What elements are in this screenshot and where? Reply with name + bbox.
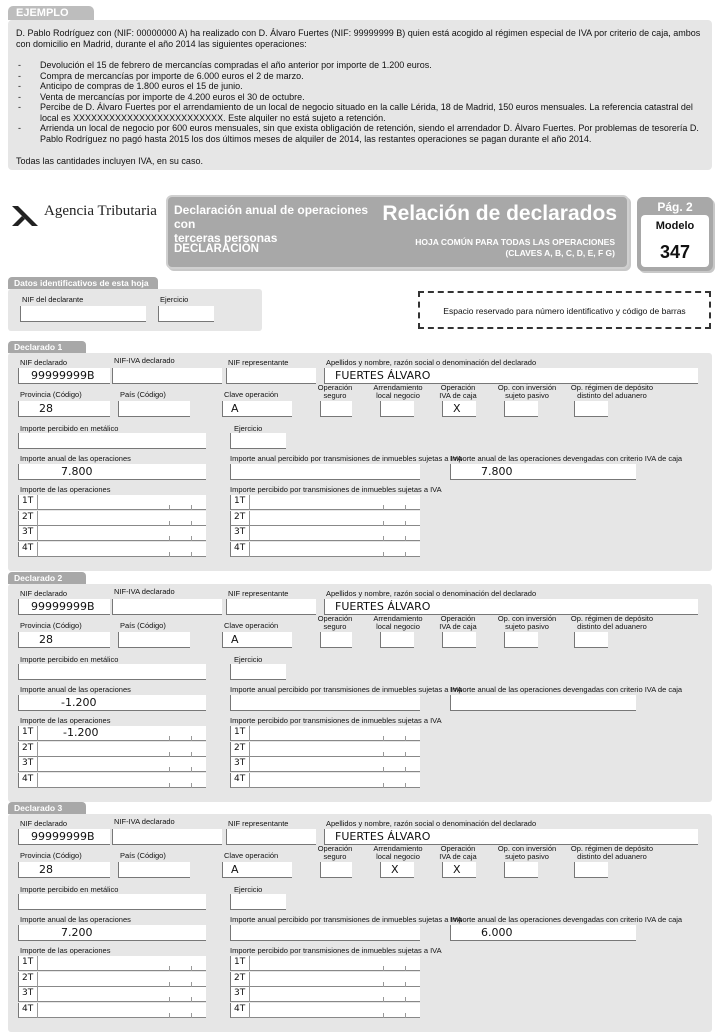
inmuebles-anual-label: Importe anual percibido por transmisiones de inmuebles sujetas a IVA [230, 685, 463, 694]
operacion-seguro-label: Operación seguro [317, 383, 353, 400]
iva-caja-field-value: X [453, 863, 461, 876]
datos-box [8, 289, 262, 331]
quarter-label: 2T [22, 511, 34, 522]
quarter-tick [405, 521, 406, 526]
ejercicio-field[interactable] [158, 306, 214, 322]
importe-operaciones-label: Importe de las operaciones [20, 716, 111, 725]
quarter-label: 4T [22, 542, 34, 553]
quarter-separator [37, 956, 38, 971]
operacion-seguro-field[interactable] [320, 632, 352, 648]
quarter-tick [191, 752, 192, 757]
quarter-separator [249, 742, 250, 757]
iva-caja-field-value: X [453, 402, 461, 415]
quarter-separator [249, 987, 250, 1002]
nombre-field[interactable] [324, 368, 698, 384]
example-item: - Compra de mercancías por importe de 6.000 euros el 2 de marzo. [16, 71, 704, 82]
declaracion-label: DECLARACIÓN [174, 243, 259, 255]
example-item: - Anticipo de compras de 1.800 euros el 15 de junio. [16, 81, 704, 92]
quarter-label: 2T [234, 511, 246, 522]
nif-representante-field[interactable] [226, 599, 316, 615]
page-number: Pág. 2 [657, 200, 693, 214]
quarter-tick [383, 1013, 384, 1018]
operacion-seguro-field[interactable] [320, 862, 352, 878]
deposito-label: Op. régimen de depósito distinto del aduanero [570, 383, 654, 400]
arrendamiento-field[interactable] [380, 401, 414, 417]
quarter-1-inmuebles-field[interactable] [230, 956, 420, 971]
quarter-separator [37, 511, 38, 526]
operacion-seguro-field[interactable] [320, 401, 352, 417]
clave-operacion-field-value: A [231, 633, 239, 646]
quarter-separator [249, 542, 250, 557]
quarter-tick [383, 505, 384, 510]
nif-iva-label: NIF-IVA declarado [114, 817, 175, 826]
clave-operacion-label: Clave operación [224, 390, 279, 399]
ejercicio-label: Ejercicio [234, 424, 263, 433]
quarter-separator [37, 742, 38, 757]
quarter-tick [405, 736, 406, 741]
provincia-field[interactable] [18, 862, 110, 878]
importe-anual-field[interactable] [18, 464, 206, 480]
quarter-1-operaciones-field[interactable] [18, 956, 206, 971]
quarter-tick [169, 752, 170, 757]
quarter-tick [169, 505, 170, 510]
nif-representante-label: NIF representante [228, 589, 289, 598]
nif-representante-label: NIF representante [228, 819, 289, 828]
quarter-4-inmuebles-field[interactable] [230, 542, 420, 557]
quarter-tick [191, 552, 192, 557]
arrendamiento-field[interactable] [380, 862, 414, 878]
importe-anual-field-value: -1.200 [61, 696, 97, 709]
quarter-3-inmuebles-field[interactable] [230, 987, 420, 1002]
iva-caja-field[interactable] [442, 401, 476, 417]
importe-anual-field[interactable] [18, 925, 206, 941]
quarter-tick [191, 736, 192, 741]
quarter-separator [37, 773, 38, 788]
nif-declarado-field-value: 99999999B [31, 369, 95, 382]
clave-operacion-field[interactable] [222, 401, 292, 417]
quarter-tick [405, 767, 406, 772]
nif-representante-field[interactable] [226, 829, 316, 845]
quarter-tick [405, 536, 406, 541]
quarter-tick [191, 783, 192, 788]
iva-caja-label: Operación IVA de caja [439, 614, 477, 631]
iva-caja-label: Operación IVA de caja [439, 383, 477, 400]
devengadas-field-value: 6.000 [481, 926, 513, 939]
importe-anual-label: Importe anual de las operaciones [20, 685, 131, 694]
quarter-4-operaciones-field[interactable] [18, 1003, 206, 1018]
pais-field[interactable] [118, 862, 190, 878]
devengadas-field[interactable] [450, 464, 636, 480]
quarter-separator [37, 726, 38, 741]
example-item: - Devolución el 15 de febrero de mercancías compradas el año anterior por importe de 1.200 euros. [16, 60, 704, 71]
nombre-field-value: FUERTES ÁLVARO [335, 369, 431, 382]
clave-operacion-field-value: A [231, 402, 239, 415]
quarter-tick [169, 1013, 170, 1018]
quarter-label: 1T [22, 496, 34, 506]
nif-declarado-label: NIF declarado [20, 358, 68, 367]
quarter-tick [191, 767, 192, 772]
ejercicio-label: Ejercicio [160, 295, 189, 304]
importe-anual-field-value: 7.200 [61, 926, 93, 939]
arrendamiento-field-value: X [391, 863, 399, 876]
form-title: Declaración anual de operaciones con terceras personas [174, 203, 369, 245]
nif-representante-label: NIF representante [228, 358, 289, 367]
quarter-3-inmuebles-field[interactable] [230, 757, 420, 772]
nif-declarante-field[interactable] [20, 306, 146, 322]
quarter-3-operaciones-field[interactable] [18, 987, 206, 1002]
nif-iva-field[interactable] [112, 829, 222, 845]
nif-iva-label: NIF-IVA declarado [114, 356, 175, 365]
quarter-separator [249, 495, 250, 510]
nombre-field-value: FUERTES ÁLVARO [335, 830, 431, 843]
quarter-4-operaciones-field[interactable] [18, 542, 206, 557]
operacion-seguro-label: Operación seguro [317, 614, 353, 631]
importe-anual-label: Importe anual de las operaciones [20, 454, 131, 463]
barcode-area: Espacio reservado para número identificativo y código de barras [418, 291, 711, 329]
apellidos-label: Apellidos y nombre, razón social o denominación del declarado [326, 819, 537, 828]
iva-caja-field[interactable] [442, 862, 476, 878]
nombre-field[interactable] [324, 829, 698, 845]
quarter-3-inmuebles-field[interactable] [230, 526, 420, 541]
quarter-2-operaciones-field[interactable] [18, 742, 206, 757]
pais-field[interactable] [118, 401, 190, 417]
quarter-tick [405, 783, 406, 788]
nif-iva-label: NIF-IVA declarado [114, 587, 175, 596]
importe-inmuebles-label: Importe percibido por transmisiones de inmuebles sujetas a IVA [230, 485, 442, 494]
declarado-box [8, 584, 712, 802]
quarter-label: 2T [234, 742, 246, 753]
importe-operaciones-label: Importe de las operaciones [20, 946, 111, 955]
operacion-seguro-label: Operación seguro [317, 844, 353, 861]
nif-declarado-field-value: 99999999B [31, 600, 95, 613]
quarter-label: 3T [234, 758, 246, 768]
quarter-tick [191, 982, 192, 987]
quarter-separator [249, 757, 250, 772]
header-banner [166, 195, 629, 269]
quarter-tick [169, 736, 170, 741]
datos-title: Datos identificativos de esta hoja [8, 277, 158, 289]
quarter-label: 3T [234, 988, 246, 998]
arrendamiento-label: Arrendamiento local negocio [373, 614, 423, 631]
provincia-field-value: 28 [39, 402, 53, 415]
deposito-field[interactable] [574, 632, 608, 648]
quarter-separator [249, 972, 250, 987]
devengadas-label: Importe anual de las operaciones devengadas con criterio IVA de caja [450, 685, 683, 694]
nif-declarado-field-value: 99999999B [31, 830, 95, 843]
quarter-separator [249, 526, 250, 541]
importe-anual-field-value: 7.800 [61, 465, 93, 478]
declarado-title: Declarado 2 [8, 572, 86, 584]
quarter-tick [405, 966, 406, 971]
quarter-tick [169, 521, 170, 526]
inversion-sujeto-pasivo-field[interactable] [504, 401, 538, 417]
quarter-tick [191, 966, 192, 971]
nif-representante-field[interactable] [226, 368, 316, 384]
nombre-field-value: FUERTES ÁLVARO [335, 600, 431, 613]
quarter-tick [405, 505, 406, 510]
importe-inmuebles-label: Importe percibido por transmisiones de inmuebles sujetas a IVA [230, 716, 442, 725]
inversion-sujeto-pasivo-field[interactable] [504, 862, 538, 878]
clave-operacion-label: Clave operación [224, 621, 279, 630]
quarter-separator [249, 726, 250, 741]
clave-operacion-field[interactable] [222, 632, 292, 648]
quarter-tick [383, 752, 384, 757]
deposito-field[interactable] [574, 401, 608, 417]
quarter-label: 4T [234, 1003, 246, 1014]
quarter-label: 2T [22, 742, 34, 753]
quarter-2-operaciones-field[interactable] [18, 511, 206, 526]
quarter-tick [191, 505, 192, 510]
quarter-tick [169, 783, 170, 788]
devengadas-field[interactable] [450, 695, 636, 711]
devengadas-field-value: 7.800 [481, 465, 513, 478]
example-box [8, 20, 712, 170]
quarter-separator [249, 511, 250, 526]
relacion-title: Relación de declarados [382, 202, 617, 225]
ejercicio-field[interactable] [230, 433, 286, 449]
quarter-tick [191, 997, 192, 1002]
quarter-2-operaciones-field[interactable] [18, 972, 206, 987]
quarter-label: 1T [234, 727, 246, 737]
page-badge [637, 197, 713, 271]
ejercicio-label: Ejercicio [234, 885, 263, 894]
inversion-sujeto-pasivo-field[interactable] [504, 632, 538, 648]
quarter-tick [169, 767, 170, 772]
metalico-field[interactable] [18, 433, 206, 449]
quarter-tick [169, 552, 170, 557]
metalico-label: Importe percibido en metálico [20, 655, 119, 664]
modelo-label: Modelo [655, 220, 695, 232]
declarado-box [8, 353, 712, 571]
modelo-number: 347 [659, 242, 691, 262]
quarter-value: -1.200 [63, 726, 99, 739]
importe-operaciones-label: Importe de las operaciones [20, 485, 111, 494]
nif-iva-field[interactable] [112, 599, 222, 615]
quarter-label: 1T [22, 727, 34, 737]
declarado-box [8, 814, 712, 1032]
metalico-label: Importe percibido en metálico [20, 424, 119, 433]
quarter-separator [37, 526, 38, 541]
quarter-separator [249, 956, 250, 971]
quarter-1-operaciones-field[interactable] [18, 495, 206, 510]
metalico-label: Importe percibido en metálico [20, 885, 119, 894]
nif-declarante-label: NIF del declarante [22, 295, 84, 304]
quarter-tick [405, 552, 406, 557]
declarado-title: Declarado 3 [8, 802, 86, 814]
provincia-field-value: 28 [39, 633, 53, 646]
quarter-tick [191, 1013, 192, 1018]
quarter-separator [249, 1003, 250, 1018]
quarter-tick [405, 1013, 406, 1018]
inmuebles-anual-label: Importe anual percibido por transmisiones de inmuebles sujetas a IVA [230, 915, 463, 924]
quarter-tick [383, 997, 384, 1002]
arrendamiento-label: Arrendamiento local negocio [373, 383, 423, 400]
quarter-label: 3T [234, 527, 246, 537]
provincia-label: Provincia (Código) [20, 621, 82, 630]
clave-operacion-label: Clave operación [224, 851, 279, 860]
quarter-label: 1T [22, 957, 34, 967]
quarter-tick [169, 997, 170, 1002]
nif-declarado-field[interactable] [18, 599, 110, 615]
quarter-4-inmuebles-field[interactable] [230, 1003, 420, 1018]
inmuebles-anual-label: Importe anual percibido por transmisiones de inmuebles sujetas a IVA [230, 454, 463, 463]
quarter-tick [383, 521, 384, 526]
quarter-label: 3T [22, 758, 34, 768]
example-intro: D. Pablo Rodríguez con (NIF: 00000000 A) ha realizado con D. Álvaro Fuertes (NIF: 99999999 B) quien está acogido al régimen especial de IVA por criterio de caja, ambos con domicilio en Madrid, durante el año 2014 las siguientes operaciones: [16, 28, 701, 49]
example-list [16, 60, 704, 144]
pais-label: País (Código) [120, 621, 166, 630]
importe-anual-field[interactable] [18, 695, 206, 711]
inversion-sujeto-pasivo-label: Op. con inversión sujeto pasivo [497, 844, 557, 861]
importe-anual-label: Importe anual de las operaciones [20, 915, 131, 924]
importe-inmuebles-label: Importe percibido por transmisiones de inmuebles sujetas a IVA [230, 946, 442, 955]
quarter-label: 2T [234, 972, 246, 983]
quarter-label: 4T [234, 773, 246, 784]
quarter-1-inmuebles-field[interactable] [230, 495, 420, 510]
pais-field[interactable] [118, 632, 190, 648]
devengadas-field[interactable] [450, 925, 636, 941]
quarter-3-operaciones-field[interactable] [18, 757, 206, 772]
nif-declarado-label: NIF declarado [20, 589, 68, 598]
metalico-field[interactable] [18, 894, 206, 910]
deposito-field[interactable] [574, 862, 608, 878]
agency-name: Agencia Tributaria [44, 203, 157, 219]
quarter-3-operaciones-field[interactable] [18, 526, 206, 541]
nif-declarado-field[interactable] [18, 368, 110, 384]
pais-label: País (Código) [120, 390, 166, 399]
quarter-label: 3T [22, 988, 34, 998]
pais-label: País (Código) [120, 851, 166, 860]
nombre-field[interactable] [324, 599, 698, 615]
quarter-tick [383, 982, 384, 987]
agencia-logo-icon [10, 204, 40, 228]
quarter-tick [169, 536, 170, 541]
example-item: - Percibe de D. Álvaro Fuertes por el arrendamiento de un local de negocio situado en la calle Lérida, 18 de Madrid, 150 euros mensuales. La referencia catastral del local es XXXXXXXXXXXXXXXXXXXXXXXXX. Este alquiler no está sujeto a retención. [16, 102, 704, 123]
quarter-tick [169, 982, 170, 987]
example-item: - Arrienda un local de negocio por 600 euros mensuales, sin que exista obligación de retención, siendo el arrendador D. Álvaro Fuertes. Por problemas de tesorería D. Pablo Rodríguez no pagó hasta 2015 los dos últimos meses de alquiler de 2014, las restantes operaciones se pagan durante el año 2014. [16, 123, 704, 144]
quarter-separator [37, 542, 38, 557]
ejercicio-field[interactable] [230, 894, 286, 910]
quarter-separator [249, 773, 250, 788]
quarter-4-operaciones-field[interactable] [18, 773, 206, 788]
quarter-1-inmuebles-field[interactable] [230, 726, 420, 741]
quarter-tick [383, 536, 384, 541]
quarter-2-inmuebles-field[interactable] [230, 742, 420, 757]
quarter-label: 3T [22, 527, 34, 537]
deposito-label: Op. régimen de depósito distinto del aduanero [570, 614, 654, 631]
inmuebles-anual-field[interactable] [230, 464, 420, 480]
devengadas-label: Importe anual de las operaciones devengadas con criterio IVA de caja [450, 454, 683, 463]
inmuebles-anual-field[interactable] [230, 695, 420, 711]
arrendamiento-label: Arrendamiento local negocio [373, 844, 423, 861]
quarter-separator [37, 1003, 38, 1018]
quarter-label: 4T [22, 773, 34, 784]
quarter-tick [405, 752, 406, 757]
provincia-field-value: 28 [39, 863, 53, 876]
iva-caja-label: Operación IVA de caja [439, 844, 477, 861]
quarter-separator [37, 987, 38, 1002]
quarter-label: 4T [22, 1003, 34, 1014]
iva-caja-field[interactable] [442, 632, 476, 648]
deposito-label: Op. régimen de depósito distinto del aduanero [570, 844, 654, 861]
devengadas-label: Importe anual de las operaciones devengadas con criterio IVA de caja [450, 915, 683, 924]
arrendamiento-field[interactable] [380, 632, 414, 648]
provincia-label: Provincia (Código) [20, 390, 82, 399]
clave-operacion-field[interactable] [222, 862, 292, 878]
quarter-tick [383, 783, 384, 788]
quarter-separator [37, 972, 38, 987]
provincia-field[interactable] [18, 401, 110, 417]
quarter-tick [191, 536, 192, 541]
inversion-sujeto-pasivo-label: Op. con inversión sujeto pasivo [497, 614, 557, 631]
nif-declarado-field[interactable] [18, 829, 110, 845]
quarter-tick [383, 736, 384, 741]
declarado-title: Declarado 1 [8, 341, 86, 353]
quarter-2-inmuebles-field[interactable] [230, 972, 420, 987]
quarter-separator [37, 495, 38, 510]
ejercicio-label: Ejercicio [234, 655, 263, 664]
quarter-tick [383, 767, 384, 772]
quarter-tick [191, 521, 192, 526]
example-title: EJEMPLO [8, 6, 94, 20]
nif-iva-field[interactable] [112, 368, 222, 384]
quarter-tick [405, 997, 406, 1002]
quarter-label: 4T [234, 542, 246, 553]
quarter-tick [169, 966, 170, 971]
apellidos-label: Apellidos y nombre, razón social o denominación del declarado [326, 358, 537, 367]
quarter-tick [383, 966, 384, 971]
apellidos-label: Apellidos y nombre, razón social o denominación del declarado [326, 589, 537, 598]
example-item: - Venta de mercancías por importe de 4.200 euros el 30 de octubre. [16, 92, 704, 103]
ejercicio-field[interactable] [230, 664, 286, 680]
example-footer: Todas las cantidades incluyen IVA, en su caso. [16, 156, 203, 166]
quarter-2-inmuebles-field[interactable] [230, 511, 420, 526]
quarter-tick [383, 552, 384, 557]
hoja-comun-label: HOJA COMÚN PARA TODAS LAS OPERACIONES (CLAVES A, B, C, D, E, F G) [415, 237, 615, 258]
quarter-4-inmuebles-field[interactable] [230, 773, 420, 788]
inmuebles-anual-field[interactable] [230, 925, 420, 941]
metalico-field[interactable] [18, 664, 206, 680]
quarter-label: 1T [234, 496, 246, 506]
quarter-label: 2T [22, 972, 34, 983]
quarter-1-operaciones-field[interactable] [18, 726, 206, 741]
quarter-label: 1T [234, 957, 246, 967]
nif-declarado-label: NIF declarado [20, 819, 68, 828]
inversion-sujeto-pasivo-label: Op. con inversión sujeto pasivo [497, 383, 557, 400]
quarter-separator [37, 757, 38, 772]
clave-operacion-field-value: A [231, 863, 239, 876]
quarter-tick [405, 982, 406, 987]
provincia-field[interactable] [18, 632, 110, 648]
provincia-label: Provincia (Código) [20, 851, 82, 860]
